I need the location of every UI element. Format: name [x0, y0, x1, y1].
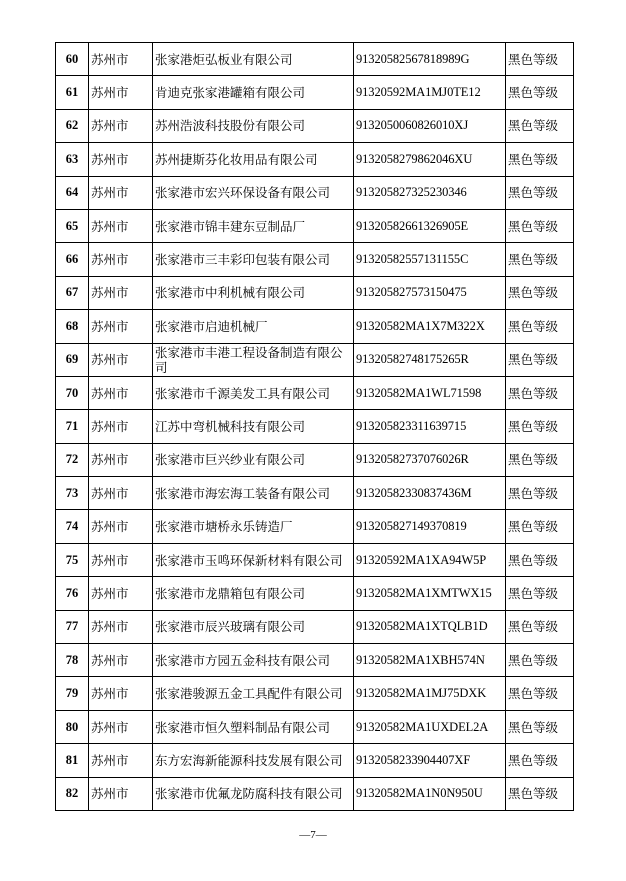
credit-code-cell: 91320582MA1UXDEL2A: [354, 710, 506, 743]
city-cell: 苏州市: [89, 276, 153, 309]
credit-level-cell: 黑色等级: [506, 109, 574, 142]
credit-code-cell: 913205827325230346: [354, 176, 506, 209]
table-row: [56, 376, 574, 409]
credit-code-cell: 913205823311639715: [354, 410, 506, 443]
table-row: [56, 710, 574, 743]
city-cell: 苏州市: [89, 477, 153, 510]
credit-level-cell: 黑色等级: [506, 76, 574, 109]
city-cell: 苏州市: [89, 677, 153, 710]
city-cell: 苏州市: [89, 176, 153, 209]
credit-level-cell: 黑色等级: [506, 176, 574, 209]
credit-code-cell: 91320582MA1N0N950U: [354, 777, 506, 810]
credit-code-cell: 9132050060826010XJ: [354, 109, 506, 142]
table-row: [56, 243, 574, 276]
credit-code-cell: 91320592MA1MJ0TE12: [354, 76, 506, 109]
table-row: [56, 410, 574, 443]
credit-level-cell: 黑色等级: [506, 276, 574, 309]
city-cell: 苏州市: [89, 243, 153, 276]
row-number: 81: [56, 744, 89, 777]
enterprise-table: [55, 42, 574, 811]
row-number: 62: [56, 109, 89, 142]
company-name-cell: 张家港市海宏海工装备有限公司: [153, 477, 354, 510]
table-row: [56, 343, 574, 376]
table-row: [56, 276, 574, 309]
row-number: 70: [56, 376, 89, 409]
credit-code-cell: 91320582557131155C: [354, 243, 506, 276]
company-name-cell: 张家港市宏兴环保设备有限公司: [153, 176, 354, 209]
city-cell: 苏州市: [89, 777, 153, 810]
table-row: [56, 143, 574, 176]
company-name-cell: 苏州捷斯芬化妆用品有限公司: [153, 143, 354, 176]
table-row: [56, 644, 574, 677]
credit-code-cell: 91320582MA1WL71598: [354, 376, 506, 409]
company-name-cell: 张家港市启迪机械厂: [153, 310, 354, 343]
city-cell: 苏州市: [89, 143, 153, 176]
company-name-cell: 张家港市中利机械有限公司: [153, 276, 354, 309]
row-number: 72: [56, 443, 89, 476]
row-number: 78: [56, 644, 89, 677]
credit-code-cell: 91320582330837436M: [354, 477, 506, 510]
credit-level-cell: 黑色等级: [506, 209, 574, 242]
credit-level-cell: 黑色等级: [506, 644, 574, 677]
company-name-cell: 张家港市辰兴玻璃有限公司: [153, 610, 354, 643]
city-cell: 苏州市: [89, 310, 153, 343]
table-row: [56, 744, 574, 777]
company-name-cell: 张家港市玉鸣环保新材料有限公司: [153, 543, 354, 576]
table-row: [56, 777, 574, 810]
table-body: [56, 43, 574, 811]
credit-code-cell: 91320582MA1XBH574N: [354, 644, 506, 677]
table-row: [56, 43, 574, 76]
city-cell: 苏州市: [89, 443, 153, 476]
credit-level-cell: 黑色等级: [506, 343, 574, 376]
company-name-cell: 苏州浩波科技股份有限公司: [153, 109, 354, 142]
credit-level-cell: 黑色等级: [506, 677, 574, 710]
city-cell: 苏州市: [89, 644, 153, 677]
page-number: —7—: [299, 829, 327, 841]
company-name-cell: 张家港市恒久塑料制品有限公司: [153, 710, 354, 743]
city-cell: 苏州市: [89, 543, 153, 576]
company-name-cell: 张家港市巨兴纱业有限公司: [153, 443, 354, 476]
table-row: [56, 109, 574, 142]
row-number: 61: [56, 76, 89, 109]
table-row: [56, 677, 574, 710]
credit-level-cell: 黑色等级: [506, 376, 574, 409]
row-number: 79: [56, 677, 89, 710]
credit-code-cell: 91320582737076026R: [354, 443, 506, 476]
company-name-cell: 张家港市锦丰建东豆制品厂: [153, 209, 354, 242]
city-cell: 苏州市: [89, 76, 153, 109]
city-cell: 苏州市: [89, 744, 153, 777]
credit-level-cell: 黑色等级: [506, 43, 574, 76]
city-cell: 苏州市: [89, 710, 153, 743]
credit-level-cell: 黑色等级: [506, 744, 574, 777]
table-row: [56, 577, 574, 610]
city-cell: 苏州市: [89, 43, 153, 76]
row-number: 60: [56, 43, 89, 76]
company-name-cell: 张家港市三丰彩印包装有限公司: [153, 243, 354, 276]
city-cell: 苏州市: [89, 410, 153, 443]
table-row: [56, 477, 574, 510]
credit-code-cell: 91320592MA1XA94W5P: [354, 543, 506, 576]
credit-code-cell: 91320582748175265R: [354, 343, 506, 376]
company-name-cell: 张家港骏源五金工具配件有限公司: [153, 677, 354, 710]
credit-level-cell: 黑色等级: [506, 143, 574, 176]
company-name-cell: 张家港市龙鼎箱包有限公司: [153, 577, 354, 610]
credit-level-cell: 黑色等级: [506, 610, 574, 643]
company-name-cell: 张家港市丰港工程设备制造有限公司: [153, 343, 354, 376]
company-name-cell: 张家港市优氟龙防腐科技有限公司: [153, 777, 354, 810]
row-number: 82: [56, 777, 89, 810]
row-number: 69: [56, 343, 89, 376]
credit-code-cell: 91320582661326905E: [354, 209, 506, 242]
credit-code-cell: 91320582MA1X7M322X: [354, 310, 506, 343]
row-number: 67: [56, 276, 89, 309]
table-row: [56, 176, 574, 209]
row-number: 75: [56, 543, 89, 576]
credit-code-cell: 91320582MA1MJ75DXK: [354, 677, 506, 710]
table-row: [56, 610, 574, 643]
row-number: 73: [56, 477, 89, 510]
row-number: 65: [56, 209, 89, 242]
credit-level-cell: 黑色等级: [506, 577, 574, 610]
credit-level-cell: 黑色等级: [506, 310, 574, 343]
credit-code-cell: 91320582MA1XTQLB1D: [354, 610, 506, 643]
table-row: [56, 76, 574, 109]
table-row: [56, 209, 574, 242]
city-cell: 苏州市: [89, 109, 153, 142]
company-name-cell: 张家港市塘桥永乐铸造厂: [153, 510, 354, 543]
city-cell: 苏州市: [89, 577, 153, 610]
city-cell: 苏州市: [89, 209, 153, 242]
credit-level-cell: 黑色等级: [506, 777, 574, 810]
row-number: 64: [56, 176, 89, 209]
credit-code-cell: 91320582567818989G: [354, 43, 506, 76]
company-name-cell: 张家港市方园五金科技有限公司: [153, 644, 354, 677]
city-cell: 苏州市: [89, 343, 153, 376]
table-row: [56, 543, 574, 576]
city-cell: 苏州市: [89, 376, 153, 409]
table-row: [56, 310, 574, 343]
credit-level-cell: 黑色等级: [506, 243, 574, 276]
table-row: [56, 443, 574, 476]
company-name-cell: 张家港炬弘板业有限公司: [153, 43, 354, 76]
company-name-cell: 张家港市千源美发工具有限公司: [153, 376, 354, 409]
row-number: 71: [56, 410, 89, 443]
credit-code-cell: 91320582MA1XMTWX15: [354, 577, 506, 610]
credit-level-cell: 黑色等级: [506, 443, 574, 476]
credit-level-cell: 黑色等级: [506, 510, 574, 543]
row-number: 74: [56, 510, 89, 543]
credit-code-cell: 913205827573150475: [354, 276, 506, 309]
city-cell: 苏州市: [89, 610, 153, 643]
credit-code-cell: 9132058279862046XU: [354, 143, 506, 176]
credit-level-cell: 黑色等级: [506, 710, 574, 743]
credit-level-cell: 黑色等级: [506, 477, 574, 510]
company-name-cell: 东方宏海新能源科技发展有限公司: [153, 744, 354, 777]
company-name-cell: 江苏中弯机械科技有限公司: [153, 410, 354, 443]
company-name-cell: 肯迪克张家港罐箱有限公司: [153, 76, 354, 109]
city-cell: 苏州市: [89, 510, 153, 543]
credit-code-cell: 913205827149370819: [354, 510, 506, 543]
row-number: 68: [56, 310, 89, 343]
credit-level-cell: 黑色等级: [506, 543, 574, 576]
credit-code-cell: 9132058233904407XF: [354, 744, 506, 777]
row-number: 66: [56, 243, 89, 276]
credit-level-cell: 黑色等级: [506, 410, 574, 443]
table-row: [56, 510, 574, 543]
row-number: 77: [56, 610, 89, 643]
row-number: 63: [56, 143, 89, 176]
row-number: 76: [56, 577, 89, 610]
row-number: 80: [56, 710, 89, 743]
